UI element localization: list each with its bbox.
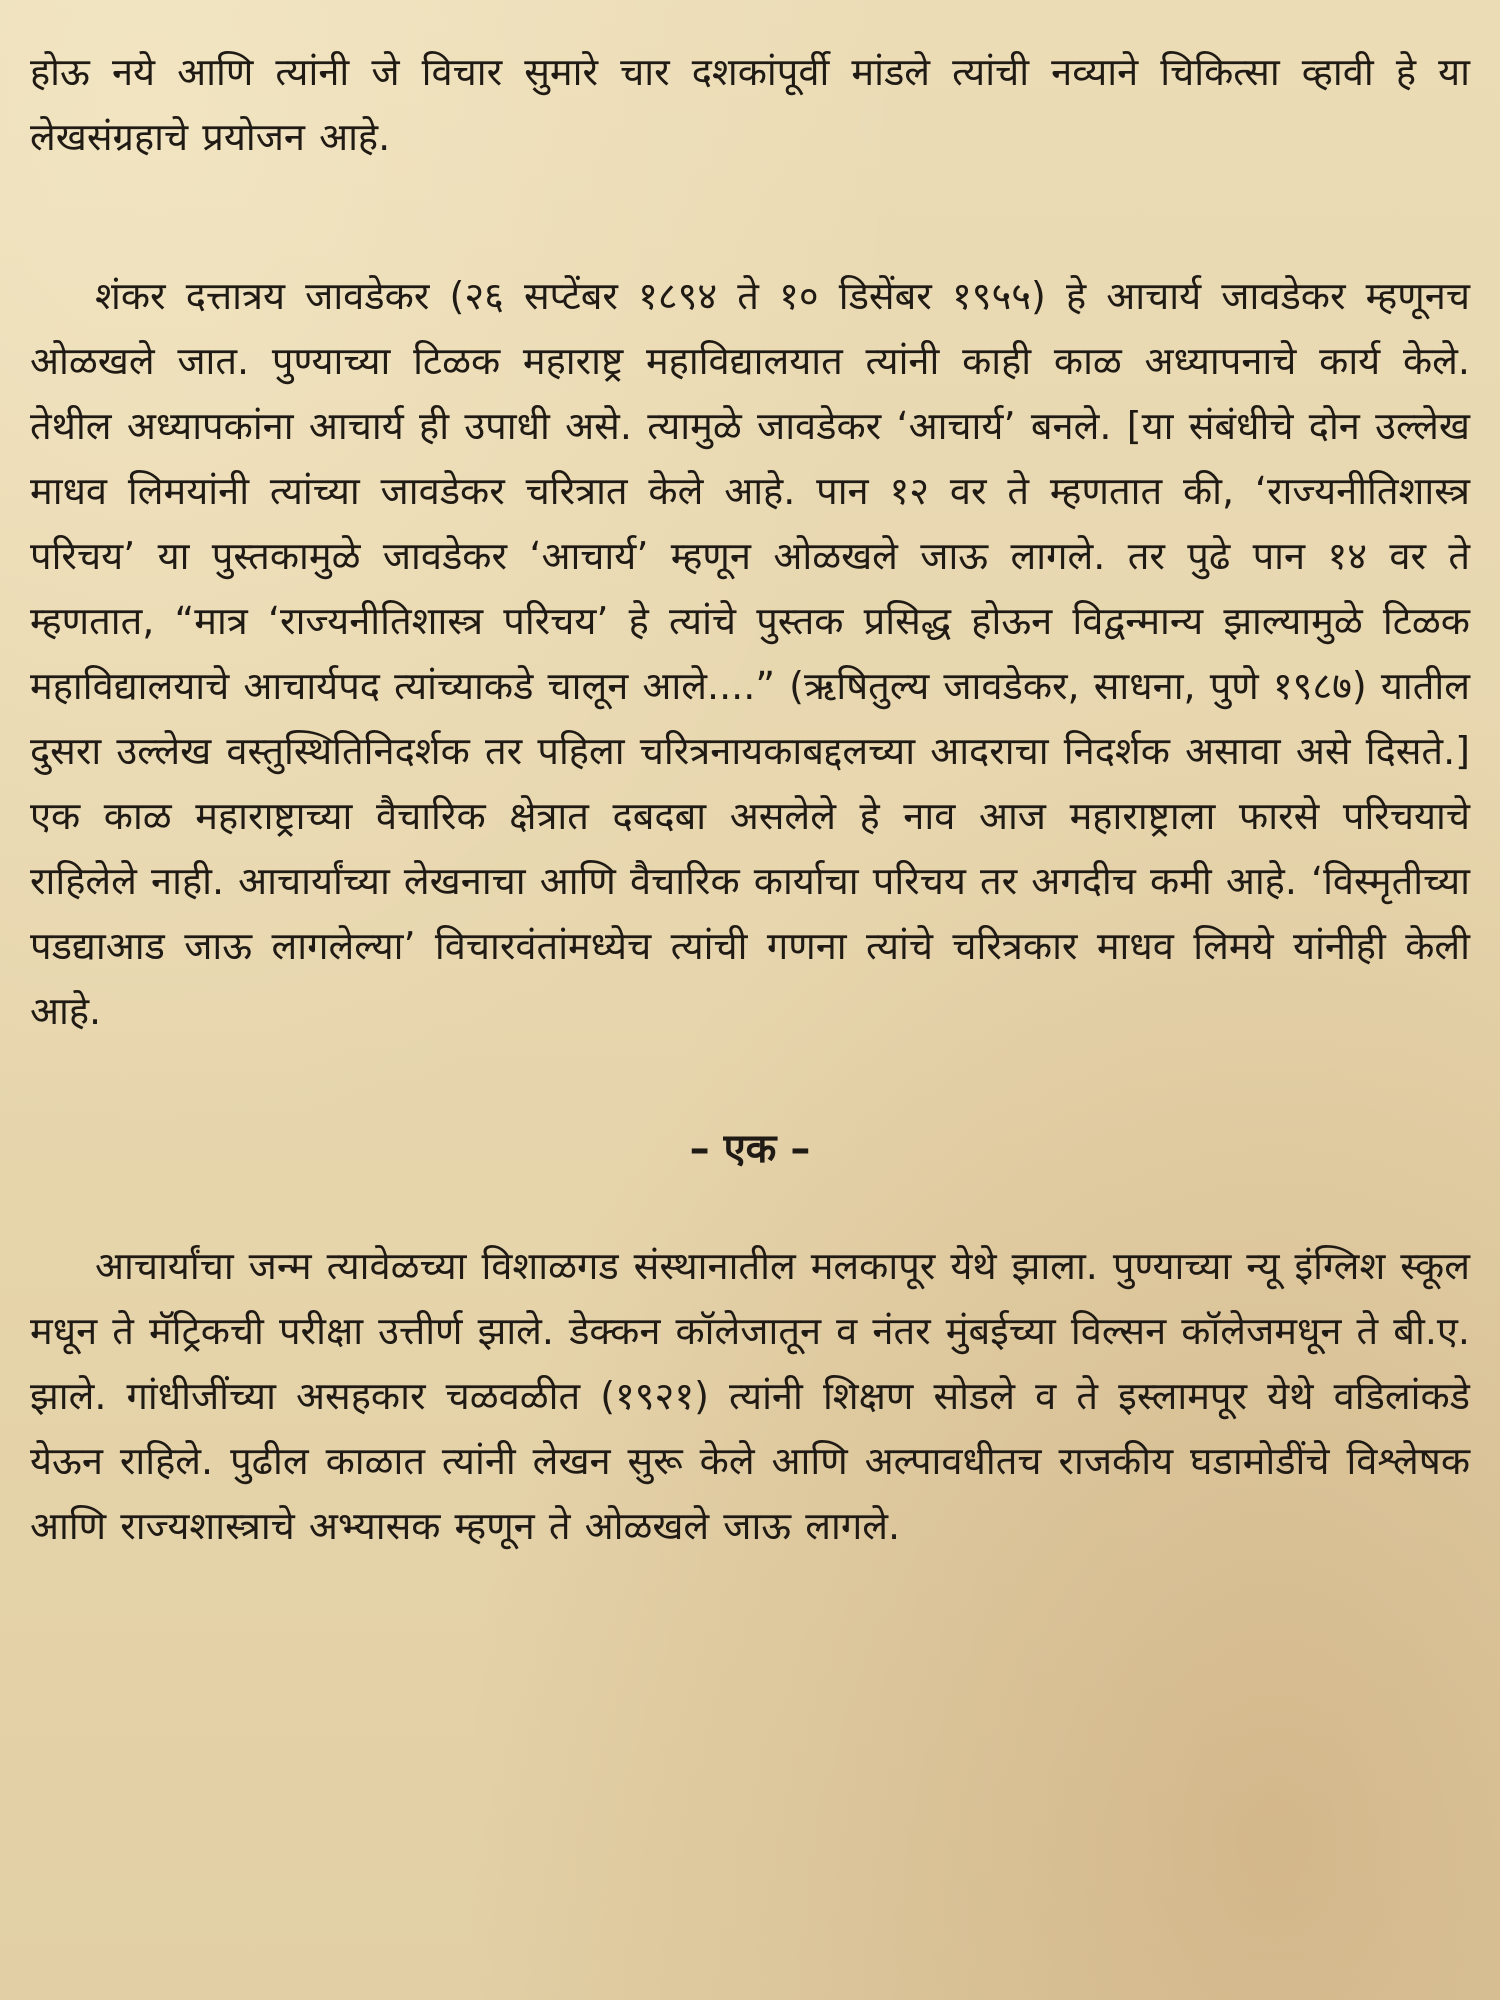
- intro-paragraph: होऊ नये आणि त्यांनी जे विचार सुमारे चार दशकांपूर्वी मांडले त्यांची नव्याने चिकित्सा व्हावी हे या लेखसंग्रहाचे प्रयोजन आहे.: [30, 50, 1470, 159]
- biography-text: शंकर दत्तात्रय जावडेकर (२६ सप्टेंबर १८९४ ते १० डिसेंबर १९५५) हे आचार्य जावडेकर म्हणूनच ओळखले जात. पुण्याच्या टिळक महाराष्ट्र महाविद्यालयात त्यांनी काही काळ अध्यापनाचे कार्य केले. तेथील अध्यापकांना आचार्य ही उपाधी असे. त्यामुळे जावडेकर ‘आचार्य’ बनले. [या संबंधीचे दोन उल्लेख माधव लिमयांनी त्यांच्या जावडेकर चरित्रात केले आहे. पान १२ वर ते म्हणतात की, ‘राज्यनीतिशास्त्र परिचय’ या पुस्तकामुळे जावडेकर ‘आचार्य’ म्हणून ओळखले जाऊ लागले. तर पुढे पान १४ वर ते म्हणतात, “मात्र ‘राज्यनीतिशास्त्र परिचय’ हे त्यांचे पुस्तक प्रसिद्ध होऊन विद्वन्मान्य झाल्यामुळे टिळक महाविद्यालयाचे आचार्यपद त्यांच्याकडे चालून आले....” (ऋषितुल्य जावडेकर, साधना, पुणे १९८७) यातील दुसरा उल्लेख वस्तुस्थितिनिदर्शक तर पहिला चरित्रनायकाबद्दलच्या आदराचा निदर्शक असावा असे दिसते.] एक काळ महाराष्ट्राच्या वैचारिक क्षेत्रात दबदबा असलेले हे नाव आज महाराष्ट्राला फारसे परिचयाचे राहिलेले नाही. आचार्यांच्या लेखनाचा आणि वैचारिक कार्याचा परिचय तर अगदीच कमी आहे. ‘विस्मृतीच्या पडद्याआड जाऊ लागलेल्या’ विचारवंतांमध्येच त्यांची गणना त्यांचे चरित्रकार माधव लिमये यांनीही केली आहे.: [30, 274, 1470, 1033]
- birth-paragraph: [30, 1234, 1470, 1559]
- page-body: [30, 40, 1470, 1559]
- biography-paragraph: [30, 264, 1470, 1044]
- birth-text: आचार्यांचा जन्म त्यावेळच्या विशाळगड संस्थानातील मलकापूर येथे झाला. पुण्याच्या न्यू इंग्लिश स्कूल मधून ते मॅट्रिकची परीक्षा उत्तीर्ण झाले. डेक्कन कॉलेजातून व नंतर मुंबईच्या विल्सन कॉलेजमधून ते बी.ए. झाले. गांधीजींच्या असहकार चळवळीत (१९२१) त्यांनी शिक्षण सोडले व ते इस्लामपूर येथे वडिलांकडे येऊन राहिले. पुढील काळात त्यांनी लेखन सुरू केले आणि अल्पावधीतच राजकीय घडामोडींचे विश्लेषक आणि राज्यशास्त्राचे अभ्यासक म्हणून ते ओळखले जाऊ लागले.: [30, 1244, 1470, 1548]
- section-heading: – एक –: [689, 1126, 811, 1172]
